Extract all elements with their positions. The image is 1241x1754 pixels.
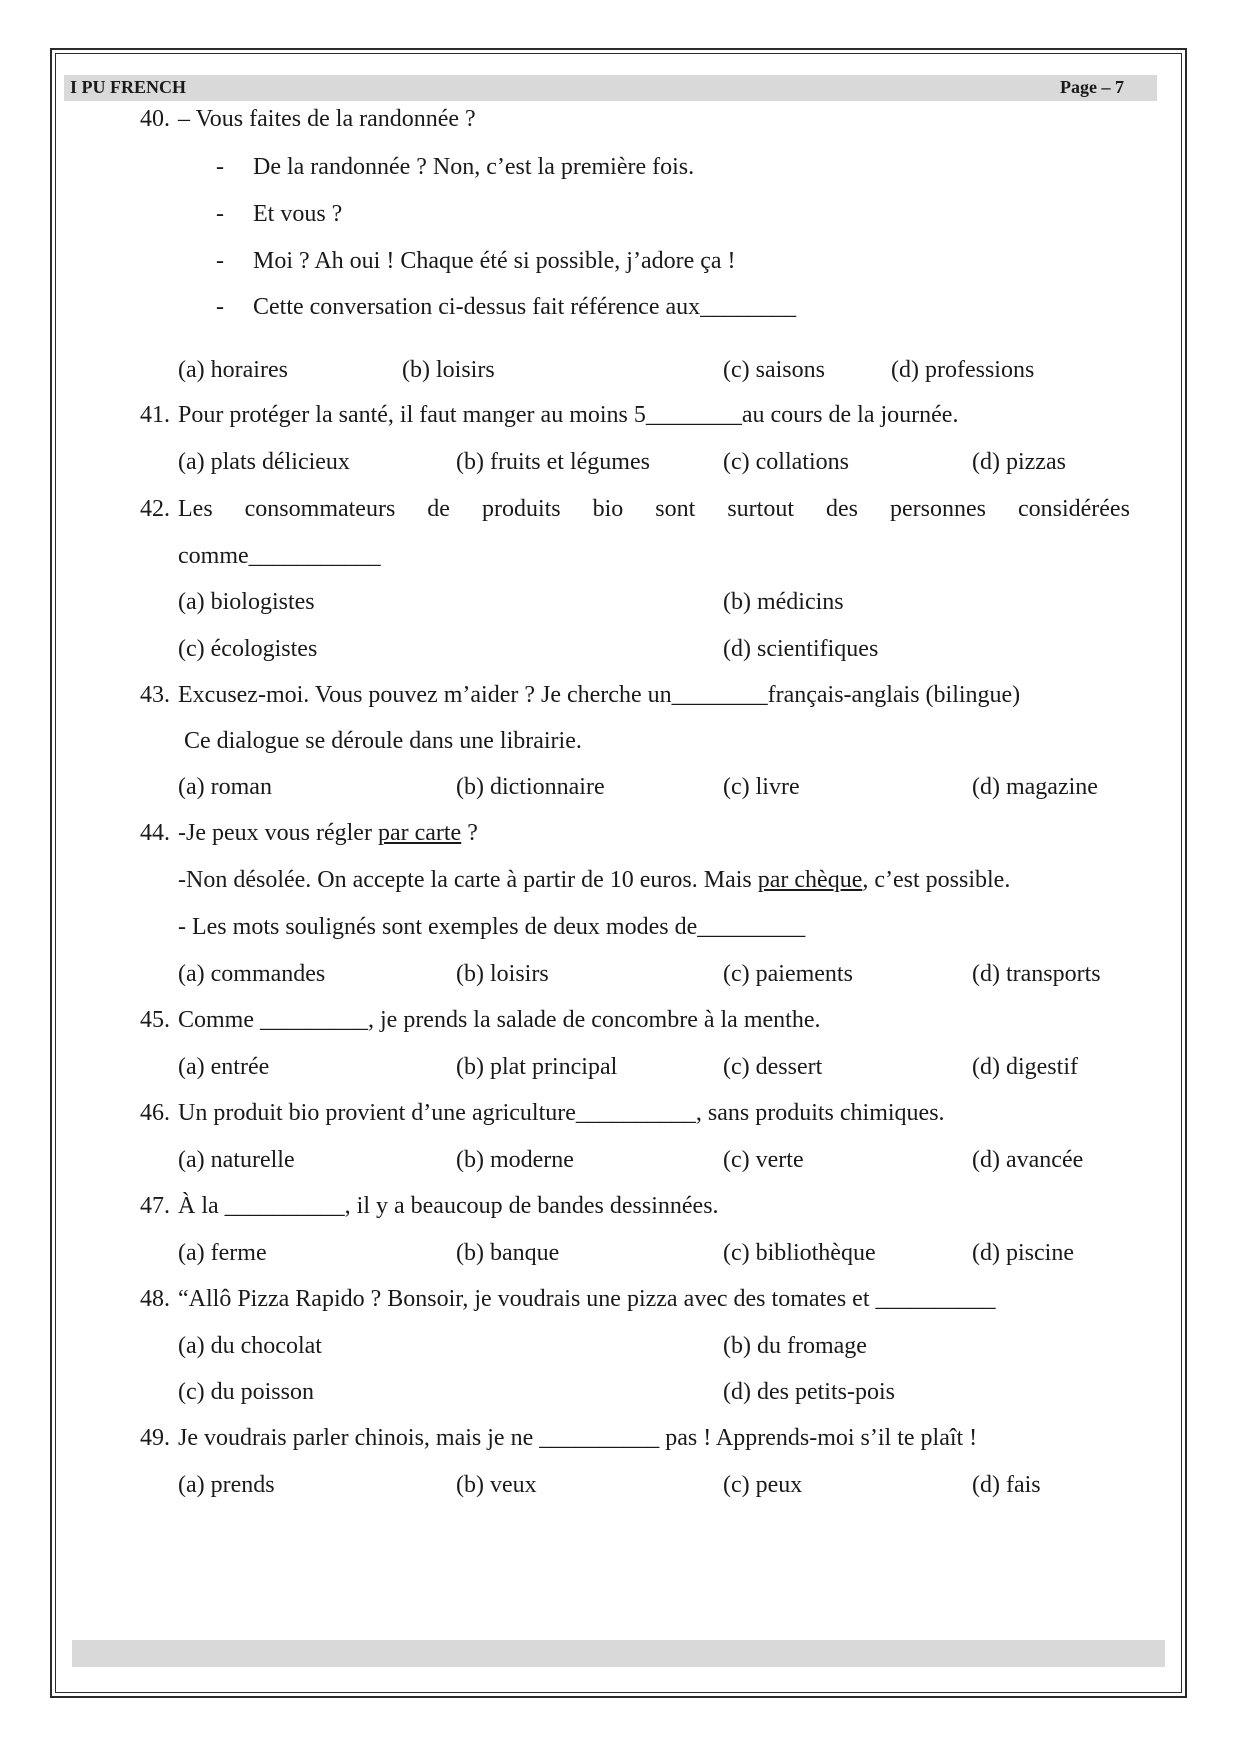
word: sont (655, 496, 696, 522)
option-d: (d) des petits-pois (723, 1379, 895, 1405)
option-d: (d) avancée (972, 1147, 1084, 1173)
header-band (64, 75, 1157, 101)
dash-bullet: - (216, 154, 224, 180)
question-text (178, 818, 478, 848)
option-b: (b) loisirs (456, 961, 549, 987)
option-a: (a) du chocolat (178, 1333, 322, 1359)
option-c: (c) dessert (723, 1054, 823, 1080)
dialogue-line: Moi ? Ah oui ! Chaque été si possible, j’adore ça ! (253, 248, 736, 274)
dash-bullet: - (216, 201, 224, 227)
option-b: (b) médicins (723, 589, 844, 615)
option-a: (a) entrée (178, 1054, 270, 1080)
question-text: Pour protéger la santé, il faut manger au moins 5________au cours de la journée. (178, 402, 959, 428)
question-text-continued: comme___________ (178, 543, 381, 569)
question-text: – Vous faites de la randonnée ? (178, 106, 476, 132)
word: des (825, 496, 858, 522)
option-c: (c) du poisson (178, 1379, 314, 1405)
question-text-justified (178, 494, 1130, 524)
option-d: (d) pizzas (972, 449, 1066, 475)
option-b: (b) dictionnaire (456, 774, 605, 800)
footer-band (72, 1640, 1165, 1667)
header-subject: I PU FRENCH (70, 77, 186, 97)
question-number: 46. (140, 1100, 170, 1126)
header-page-number: Page – 7 (1060, 77, 1124, 97)
option-c: (c) verte (723, 1147, 804, 1173)
word: surtout (727, 496, 794, 522)
dash-bullet: - (216, 294, 224, 320)
option-a: (a) horaires (178, 357, 288, 383)
option-a: (a) ferme (178, 1240, 267, 1266)
option-b: (b) plat principal (456, 1054, 618, 1080)
question-text: À la __________, il y a beaucoup de bandes dessinnées. (178, 1193, 719, 1219)
option-d: (d) professions (891, 357, 1035, 383)
option-c: (c) collations (723, 449, 849, 475)
option-d: (d) magazine (972, 774, 1098, 800)
dash-bullet: - (216, 248, 224, 274)
option-b: (b) banque (456, 1240, 560, 1266)
question-text: Excusez-moi. Vous pouvez m’aider ? Je cherche un________français-anglais (bilingue) (178, 682, 1021, 708)
option-d: (d) digestif (972, 1054, 1078, 1080)
option-b: (b) moderne (456, 1147, 574, 1173)
option-c: (c) peux (723, 1472, 803, 1498)
question-number: 49. (140, 1425, 170, 1451)
question-text: Comme _________, je prends la salade de concombre à la menthe. (178, 1007, 821, 1033)
option-c: (c) écologistes (178, 636, 318, 662)
option-c: (c) bibliothèque (723, 1240, 876, 1266)
question-text: Un produit bio provient d’une agriculture__________, sans produits chimiques. (178, 1100, 945, 1126)
question-number: 44. (140, 820, 170, 846)
underlined-term: par chèque (757, 867, 863, 893)
option-a: (a) plats délicieux (178, 449, 350, 475)
dialogue-line: Cette conversation ci-dessus fait référence aux________ (253, 294, 797, 320)
word: Les (178, 496, 213, 522)
option-c: (c) saisons (723, 357, 825, 383)
text-run: , c’est possible. (862, 867, 1011, 893)
option-a: (a) prends (178, 1472, 275, 1498)
question-text: “Allô Pizza Rapido ? Bonsoir, je voudrais une pizza avec des tomates et __________ (178, 1286, 996, 1312)
option-a: (a) commandes (178, 961, 326, 987)
option-d: (d) transports (972, 961, 1101, 987)
dialogue-line: De la randonnée ? Non, c’est la première fois. (253, 154, 695, 180)
question-text: Je voudrais parler chinois, mais je ne __________ pas ! Apprends-moi s’il te plaît ! (178, 1425, 978, 1451)
option-b: (b) veux (456, 1472, 537, 1498)
question-number: 47. (140, 1193, 170, 1219)
question-text-continued: Ce dialogue se déroule dans une librairie. (184, 728, 582, 754)
word: considérées (1017, 496, 1130, 522)
question-number: 43. (140, 682, 170, 708)
word: personnes (889, 496, 986, 522)
option-b: (b) fruits et légumes (456, 449, 650, 475)
option-a: (a) naturelle (178, 1147, 295, 1173)
option-c: (c) paiements (723, 961, 853, 987)
word: bio (592, 496, 624, 522)
word: produits (481, 496, 561, 522)
option-b: (b) du fromage (723, 1333, 867, 1359)
dialogue-line (178, 865, 1010, 895)
question-number: 45. (140, 1007, 170, 1033)
dialogue-line: - Les mots soulignés sont exemples de deux modes de_________ (178, 914, 806, 940)
question-number: 41. (140, 402, 170, 428)
question-number: 40. (140, 106, 170, 132)
word: de (427, 496, 450, 522)
text-run: -Je peux vous régler (178, 820, 378, 846)
word: consommateurs (244, 496, 396, 522)
question-number: 48. (140, 1286, 170, 1312)
option-c: (c) livre (723, 774, 800, 800)
option-b: (b) loisirs (402, 357, 495, 383)
text-run: ? (461, 820, 478, 846)
option-d: (d) fais (972, 1472, 1041, 1498)
text-run: -Non désolée. On accepte la carte à partir de 10 euros. Mais (178, 867, 758, 893)
option-d: (d) piscine (972, 1240, 1074, 1266)
dialogue-line: Et vous ? (253, 201, 343, 227)
option-a: (a) roman (178, 774, 272, 800)
option-d: (d) scientifiques (723, 636, 879, 662)
question-number: 42. (140, 496, 170, 522)
underlined-term: par carte (377, 820, 462, 846)
option-a: (a) biologistes (178, 589, 315, 615)
